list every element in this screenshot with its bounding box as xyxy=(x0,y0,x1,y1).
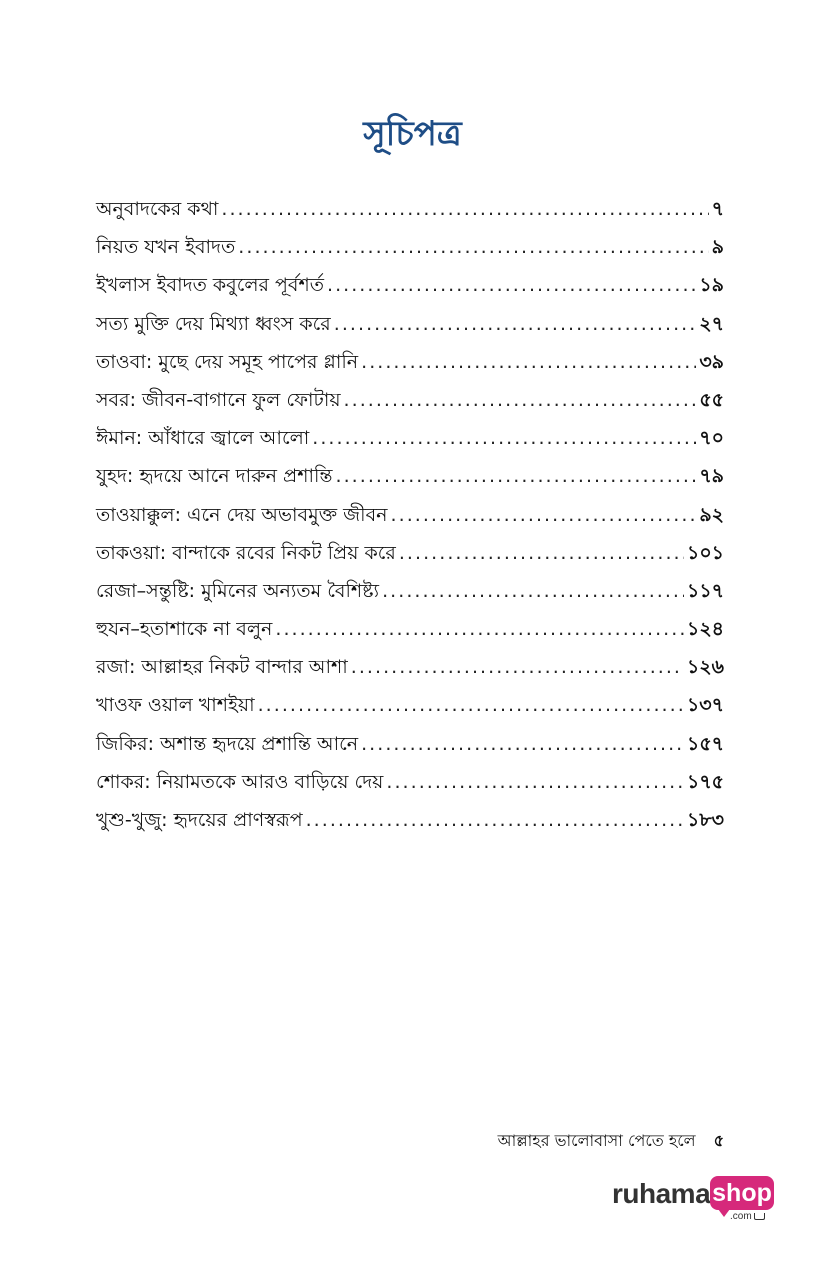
toc-entry-page-number: ১৭৫ xyxy=(686,770,724,793)
toc-entry-page-number: ১৩৭ xyxy=(686,694,724,717)
toc-entry-page-number: ১১৭ xyxy=(686,579,724,602)
toc-dot-leader xyxy=(336,457,697,495)
toc-entry xyxy=(96,610,724,648)
toc-dot-leader xyxy=(382,572,684,610)
toc-entry xyxy=(96,534,724,572)
publisher-logo xyxy=(612,1174,782,1222)
toc-entry xyxy=(96,648,724,686)
toc-entry xyxy=(96,725,724,763)
logo-text-ruhama: ruhama xyxy=(612,1178,711,1209)
toc-entry-page-number: ৯২ xyxy=(699,503,724,526)
toc-entry-page-number: ৯ xyxy=(711,236,724,259)
toc-entry-title: ঈমান: আঁধারে জ্বালে আলো xyxy=(96,427,310,450)
toc-entry-title: শোকর: নিয়ামতকে আরও বাড়িয়ে দেয় xyxy=(96,770,384,793)
toc-dot-leader xyxy=(386,763,684,801)
toc-entry-page-number: ২৭ xyxy=(699,312,724,335)
toc-entry xyxy=(96,190,724,228)
toc-entry-page-number: ৭০ xyxy=(699,427,724,450)
toc-entry-page-number: ১৯ xyxy=(699,274,724,297)
logo-text-shop: shop xyxy=(712,1178,772,1207)
logo-domain xyxy=(730,1211,765,1222)
table-of-contents xyxy=(96,190,724,839)
toc-entry-title: রেজা–সন্তুষ্টি: মুমিনের অন্যতম বৈশিষ্ট্য xyxy=(96,579,380,602)
toc-entry-title: খাওফ ওয়াল খাশইয়া xyxy=(96,694,255,717)
toc-entry xyxy=(96,457,724,495)
toc-entry-title: জিকির: অশান্ত হৃদয়ে প্রশান্তি আনে xyxy=(96,732,359,755)
toc-dot-leader xyxy=(334,305,697,343)
toc-entry-page-number: ১৫৭ xyxy=(686,732,724,755)
footer-page-number: ৫ xyxy=(713,1131,724,1150)
toc-entry-title: রজা: আল্লাহর নিকট বান্দার আশা xyxy=(96,656,348,679)
toc-entry xyxy=(96,343,724,381)
toc-dot-leader xyxy=(327,266,696,304)
toc-dot-leader xyxy=(351,648,684,686)
toc-dot-leader xyxy=(391,496,697,534)
footer-book-title: আল্লাহর ভালোবাসা পেতে হলে xyxy=(497,1131,696,1150)
toc-dot-leader xyxy=(306,801,684,839)
toc-entry-page-number: ১২৪ xyxy=(686,618,724,641)
toc-dot-leader xyxy=(399,534,684,572)
toc-entry-title: তাকওয়া: বান্দাকে রবের নিকট প্রিয় করে xyxy=(96,541,396,564)
cart-icon xyxy=(754,1213,765,1220)
toc-entry xyxy=(96,419,724,457)
toc-entry xyxy=(96,686,724,724)
toc-entry-page-number: ১০১ xyxy=(686,541,724,564)
toc-entry-page-number: ১৮৩ xyxy=(686,809,724,831)
toc-entry-title: হুযন–হতাশাকে না বলুন xyxy=(96,618,273,641)
toc-dot-leader xyxy=(275,610,684,648)
toc-entry-page-number: ৭ xyxy=(711,198,724,220)
toc-entry-title: নিয়ত যখন ইবাদত xyxy=(96,236,236,259)
toc-dot-leader xyxy=(258,686,684,724)
toc-entry xyxy=(96,305,724,343)
logo-speech-bubble xyxy=(710,1176,774,1210)
toc-entry-title: ইখলাস ইবাদত কবুলের পূর্বশর্ত xyxy=(96,274,324,297)
toc-entry xyxy=(96,572,724,610)
page-footer xyxy=(460,1128,724,1155)
toc-dot-leader xyxy=(221,190,708,228)
toc-dot-leader xyxy=(312,419,696,457)
toc-entry xyxy=(96,228,724,266)
toc-entry-title: অনুবাদকের কথা xyxy=(96,198,219,220)
toc-entry-title: খুশু-খুজু: হৃদয়ের প্রাণস্বরূপ xyxy=(96,809,303,831)
toc-dot-leader xyxy=(344,381,697,419)
toc-entry-title: তাওয়াক্কুল: এনে দেয় অভাবমুক্ত জীবন xyxy=(96,503,388,526)
toc-entry xyxy=(96,763,724,801)
toc-entry xyxy=(96,801,724,839)
toc-entry-title: তাওবা: মুছে দেয় সমূহ পাপের গ্লানি xyxy=(96,350,359,373)
toc-entry-page-number: ১২৬ xyxy=(686,656,724,679)
toc-entry xyxy=(96,381,724,419)
logo-domain-text: .com xyxy=(730,1211,752,1222)
toc-dot-leader xyxy=(238,228,708,266)
toc-entry-title: যুহদ: হৃদয়ে আনে দারুন প্রশান্তি xyxy=(96,465,333,488)
toc-entry xyxy=(96,266,724,304)
toc-entry xyxy=(96,496,724,534)
toc-entry-page-number: ৫৫ xyxy=(699,388,724,411)
toc-entry-title: সত্য মুক্তি দেয় মিথ্যা ধ্বংস করে xyxy=(96,312,331,335)
toc-entry-title: সবর: জীবন-বাগানে ফুল ফোটায় xyxy=(96,388,341,411)
toc-entry-page-number: ৩৯ xyxy=(699,350,724,373)
toc-dot-leader xyxy=(361,725,684,763)
toc-dot-leader xyxy=(361,343,696,381)
toc-entry-page-number: ৭৯ xyxy=(699,465,724,488)
page-title: সূচিপত্র xyxy=(363,114,462,154)
